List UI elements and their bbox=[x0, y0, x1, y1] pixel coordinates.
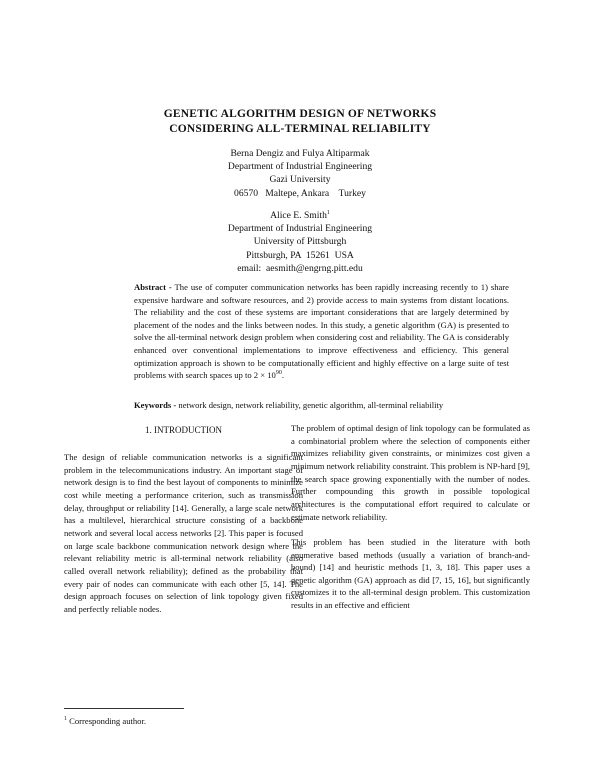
author-name: Alice E. Smith bbox=[270, 210, 327, 221]
author-block-2 bbox=[0, 209, 600, 275]
author-block-1 bbox=[0, 147, 600, 200]
author-names: Berna Dengiz and Fulya Altiparmak bbox=[230, 148, 370, 159]
author-university: Gazi University bbox=[269, 174, 331, 186]
intro-paragraph-2: The problem of optimal design of link topology can be formulated as a combinatorial problem where the selection of components either maximizes reliability given constraints, or minimizes cost given a minimum network reliability constraint. This problem is NP-hard [9], the search space growing exponentially with the number of nodes. Further compounding this growth in possible topological architectures is the computational effort required to calculate or estimate network reliability. bbox=[291, 423, 530, 522]
abstract-exponent: 90 bbox=[275, 370, 282, 377]
author-name-with-mark bbox=[0, 209, 600, 222]
keywords bbox=[134, 399, 534, 411]
author-footnote-mark: 1 bbox=[326, 209, 330, 216]
abstract-end: . bbox=[281, 370, 284, 381]
author-address: 06570 Maltepe, Ankara Turkey bbox=[234, 187, 366, 199]
footnote-mark: 1 bbox=[64, 716, 67, 723]
author-department: Department of Industrial Engineering bbox=[227, 223, 373, 235]
author-department: Department of Industrial Engineering bbox=[227, 161, 373, 173]
title-line-1: GENETIC ALGORITHM DESIGN OF NETWORKS bbox=[163, 108, 437, 120]
section-heading: 1. INTRODUCTION bbox=[145, 425, 222, 435]
intro-paragraph-3: This problem has been studied in the literature with both enumerative based methods (usually a variation of branch-and-bound) [14] and heuristic methods [1, 3, 18]. This paper uses a genetic algorithm (GA) approach as did [7, 15, 16], but significantly customizes it to the all-terminal design problem. This customization results in an effective and efficient bbox=[291, 536, 530, 611]
abstract-label: Abstract - bbox=[134, 282, 172, 292]
title-line-2: CONSIDERING ALL-TERMINAL RELIABILITY bbox=[169, 123, 431, 135]
paper-title bbox=[0, 107, 600, 137]
author-email: email: aesmith@engrng.pitt.edu bbox=[237, 262, 363, 274]
keywords-label: Keywords - bbox=[134, 400, 177, 410]
intro-paragraph-1: The design of reliable communication networks is a significant problem in the telecommunications industry. An important stage of network design is to find the best layout of components to minimize cost while meeting a performance criterion, such as transmission delay, throughput or reliability [14]. Generally, a large scale network has a multilevel, hierarchical structure consisting of a backbone network and several local access networks [2]. This paper is focused on large scale backbone communication network design where the relevant reliability metric is all-terminal network reliability (also called overall network reliability); defined as the probability that every pair of nodes can communicate with each other [5, 14]. The design approach focuses on selection of link topology given fixed and perfectly reliable nodes. bbox=[64, 452, 303, 614]
author-university: University of Pittsburgh bbox=[253, 236, 347, 248]
footnote-text: Corresponding author. bbox=[67, 716, 147, 726]
column-right bbox=[291, 422, 530, 612]
abstract-text: The use of computer communication networks has been rapidly increasing recently to 1) share expensive hardware and software resources, and 2) provide access to main systems from distant locations. The reliability and the cost of these systems are important considerations that are largely determined by placement of the nodes and the links between nodes. In this study, a genetic algorithm (GA) is presented to solve the all-terminal network design problem when considering cost and reliability. The GA is considerably enhanced over conventional implementations to improve effectiveness and efficiency. This general optimization approach is shown to be computationally efficient and highly effective on a large suite of test problems with search spaces up to 2 × 10 bbox=[134, 282, 509, 381]
column-left bbox=[64, 424, 303, 616]
footnote-divider bbox=[64, 708, 184, 709]
keywords-text: network design, network reliability, genetic algorithm, all-terminal reliability bbox=[176, 400, 444, 410]
author-address: Pittsburgh, PA 15261 USA bbox=[246, 249, 354, 261]
abstract bbox=[134, 281, 509, 382]
footnote bbox=[64, 715, 146, 727]
